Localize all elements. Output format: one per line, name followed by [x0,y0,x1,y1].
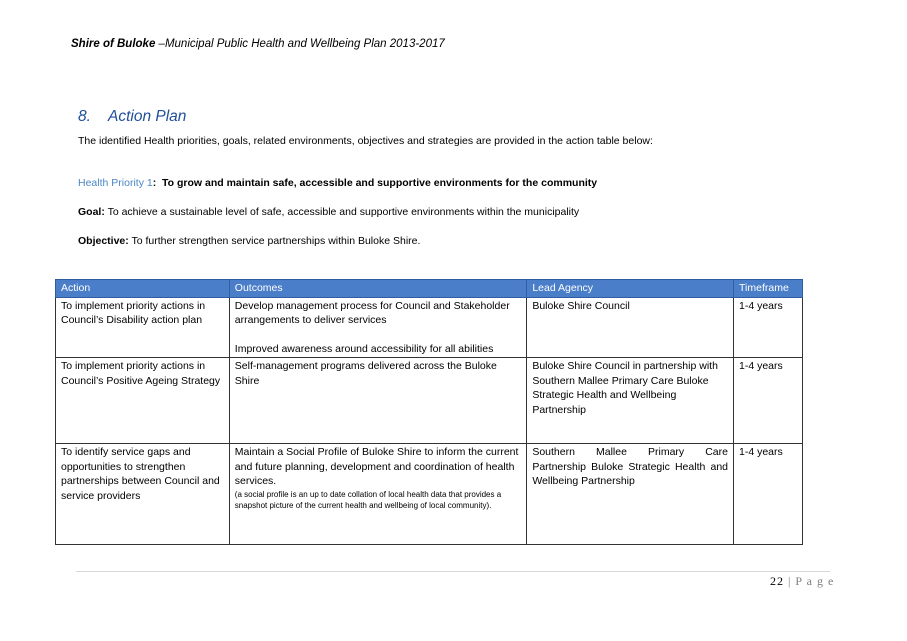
objective-label: Objective: [78,235,129,247]
outcome-text: Develop management process for Council and Stakeholder arrangements to deliver services [234,299,510,326]
header-lead-agency: Lead Agency [527,280,734,298]
outcome-text: Maintain a Social Profile of Buloke Shire to inform the current and future planning, development and coordination of health services. [234,446,519,487]
outcome-note: (a social profile is an up to date collation of local health data that provides a snapshot picture of the current health and wellbeing of local community). [234,489,502,510]
goal-label: Goal: [78,206,105,218]
cell-outcomes [229,444,527,545]
goal-text: To achieve a sustainable level of safe, accessible and supportive environments within the municipality [104,206,580,218]
header-timeframe: Timeframe [734,280,803,298]
cell-outcomes [229,297,527,358]
cell-timeframe: 1-4 years [734,358,803,444]
cell-lead-agency: Buloke Shire Council in partnership with Southern Mallee Primary Care Buloke Strategic Health and Wellbeing Partnership [527,358,734,444]
priority-colon: : [152,177,157,189]
table-row [56,444,803,545]
page-number [770,574,834,589]
section-title: Action Plan [108,108,187,125]
outcome-text: Self-management programs delivered across the Buloke Shire [234,360,497,387]
page-separator: | [784,574,796,588]
page-word: P a g e [795,574,835,588]
header-action: Action [56,280,230,298]
cell-lead-agency: Buloke Shire Council [527,297,734,358]
section-heading [78,108,186,126]
footer-divider [76,571,830,572]
priority-text: To grow and maintain safe, accessible and supportive environments for the community [162,177,598,189]
header-shire: Shire of Buloke [71,38,156,50]
cell-outcomes [229,358,527,444]
health-priority [78,177,597,189]
cell-action: To implement priority actions in Council’s Disability action plan [56,297,230,358]
cell-timeframe: 1-4 years [734,297,803,358]
page-number-value: 22 [770,574,784,588]
outcome-text: Improved awareness around accessibility for all abilities [234,342,494,355]
cell-action: To implement priority actions in Council’s Positive Ageing Strategy [56,358,230,444]
document-header [71,38,445,50]
cell-lead-agency: Southern Mallee Primary Care Partnership Buloke Strategic Health and Wellbeing Partnership [527,444,734,545]
objective-text: To further strengthen service partnerships within Buloke Shire. [128,235,421,247]
priority-label: Health Priority 1 [78,177,153,189]
objective-line [78,235,420,247]
table-header-row [56,280,803,298]
cell-timeframe: 1-4 years [734,444,803,545]
action-table [55,279,803,545]
goal-line [78,206,579,218]
cell-action: To identify service gaps and opportunities to strengthen partnerships between Council and service providers [56,444,230,545]
table-row [56,297,803,358]
table-row [56,358,803,444]
header-plan-title: –Municipal Public Health and Wellbeing Plan 2013-2017 [155,38,445,50]
section-number: 8. [78,108,91,125]
header-outcomes: Outcomes [229,280,527,298]
intro-paragraph: The identified Health priorities, goals, related environments, objectives and strategies are provided in the action table below: [78,135,653,147]
